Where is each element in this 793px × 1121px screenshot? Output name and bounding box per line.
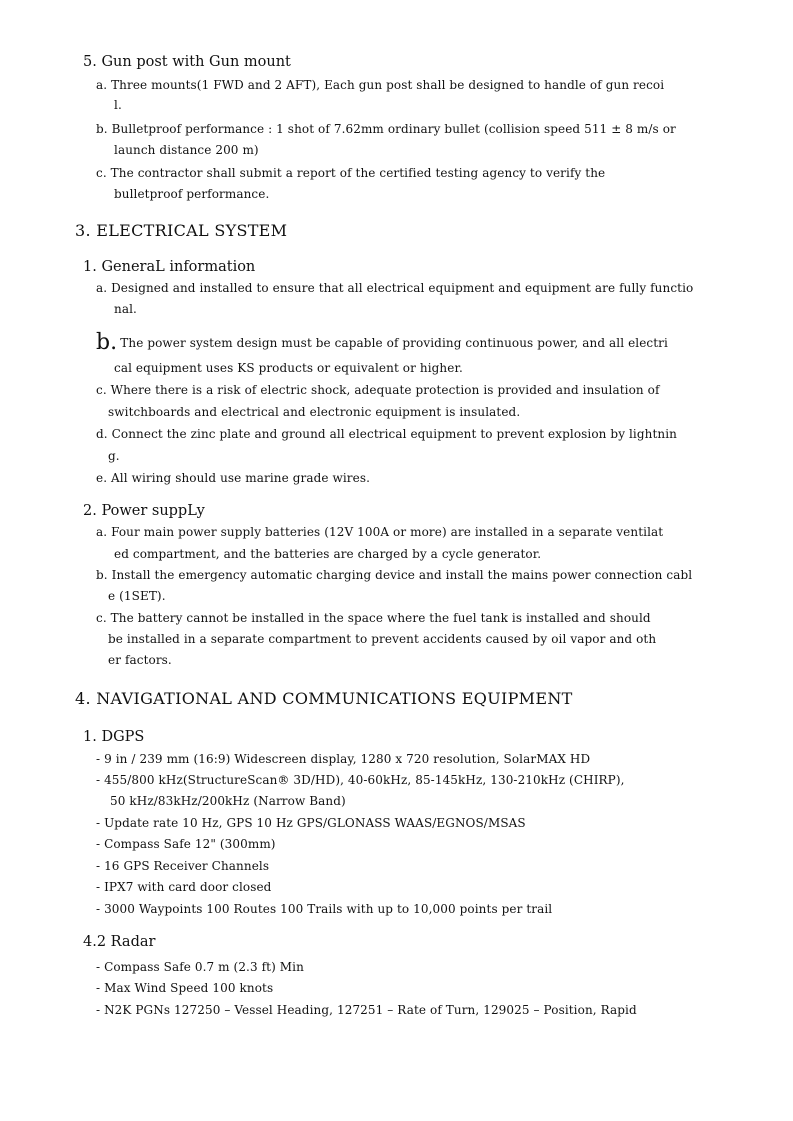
- gun-post-item-a-line2: l.: [114, 98, 122, 112]
- general-item-e-line1: e. All wiring should use marine grade wires.: [96, 471, 371, 485]
- general-information-heading: 1. GeneraL information: [83, 259, 256, 275]
- gun-post-item-c-line1: c. The contractor shall submit a report of the certified testing agency to verify the: [96, 166, 606, 180]
- dgps-spec-frequencies-cont: 50 kHz/83kHz/200kHz (Narrow Band): [110, 794, 346, 808]
- dgps-spec-ipx7: - IPX7 with card door closed: [96, 880, 272, 894]
- radar-spec-n2k-pgns: - N2K PGNs 127250 – Vessel Heading, 127251 – Rate of Turn, 129025 – Position, Rapid: [96, 1003, 637, 1017]
- dgps-spec-waypoints: - 3000 Waypoints 100 Routes 100 Trails with up to 10,000 points per trail: [96, 902, 553, 916]
- gun-post-item-c-line2: bulletproof performance.: [114, 187, 270, 201]
- radar-spec-wind-speed: - Max Wind Speed 100 knots: [96, 981, 274, 995]
- general-item-b-text: The power system design must be capable of providing continuous power, and all electri: [120, 336, 668, 350]
- dgps-spec-update-rate: - Update rate 10 Hz, GPS 10 Hz GPS/GLONASS WAAS/EGNOS/MSAS: [96, 816, 526, 830]
- radar-heading: 4.2 Radar: [83, 934, 156, 950]
- gun-post-item-b-line1: b. Bulletproof performance : 1 shot of 7.62mm ordinary bullet (collision speed 511 ± 8 m/s or: [96, 122, 676, 136]
- dgps-spec-display: - 9 in / 239 mm (16:9) Widescreen display, 1280 x 720 resolution, SolarMAX HD: [96, 752, 591, 766]
- item-b-letter: b.: [96, 330, 118, 355]
- power-item-b-line1: b. Install the emergency automatic charging device and install the mains power connection cabl: [96, 568, 693, 582]
- power-supply-heading: 2. Power suppLy: [83, 503, 205, 519]
- dgps-spec-frequencies: - 455/800 kHz(StructureScan® 3D/HD), 40-60kHz, 85-145kHz, 130-210kHz (CHIRP),: [96, 773, 625, 787]
- general-item-c-line2: switchboards and electrical and electronic equipment is insulated.: [108, 405, 521, 419]
- gun-post-item-b-line2: launch distance 200 m): [114, 143, 259, 157]
- general-item-b-line1: [96, 332, 668, 354]
- electrical-system-heading: 3. ELECTRICAL SYSTEM: [75, 221, 288, 240]
- general-item-d-line1: d. Connect the zinc plate and ground all electrical equipment to prevent explosion by lightnin: [96, 427, 677, 441]
- general-item-a-line2: nal.: [114, 302, 137, 316]
- dgps-heading: 1. DGPS: [83, 729, 145, 745]
- navigational-equipment-heading: 4. NAVIGATIONAL AND COMMUNICATIONS EQUIPMENT: [75, 689, 573, 708]
- general-item-a-line1: a. Designed and installed to ensure that all electrical equipment and equipment are fully functio: [96, 281, 694, 295]
- general-item-d-line2: g.: [108, 449, 120, 463]
- power-item-b-line2: e (1SET).: [108, 589, 166, 603]
- dgps-spec-compass-safe: - Compass Safe 12" (300mm): [96, 837, 276, 851]
- power-item-c-line1: c. The battery cannot be installed in the space where the fuel tank is installed and should: [96, 611, 651, 625]
- power-item-a-line1: a. Four main power supply batteries (12V 100A or more) are installed in a separate ventilat: [96, 525, 664, 539]
- power-item-c-line3: er factors.: [108, 653, 172, 667]
- power-item-c-line2: be installed in a separate compartment to prevent accidents caused by oil vapor and oth: [108, 632, 657, 646]
- gun-post-item-a-line1: a. Three mounts(1 FWD and 2 AFT), Each gun post shall be designed to handle of gun recoi: [96, 78, 665, 92]
- gun-post-heading: 5. Gun post with Gun mount: [83, 54, 291, 70]
- dgps-spec-receiver-channels: - 16 GPS Receiver Channels: [96, 859, 270, 873]
- radar-spec-compass-safe: - Compass Safe 0.7 m (2.3 ft) Min: [96, 960, 304, 974]
- power-item-a-line2: ed compartment, and the batteries are charged by a cycle generator.: [114, 547, 542, 561]
- general-item-b-line2: cal equipment uses KS products or equivalent or higher.: [114, 361, 463, 375]
- general-item-c-line1: c. Where there is a risk of electric shock, adequate protection is provided and insulation of: [96, 383, 660, 397]
